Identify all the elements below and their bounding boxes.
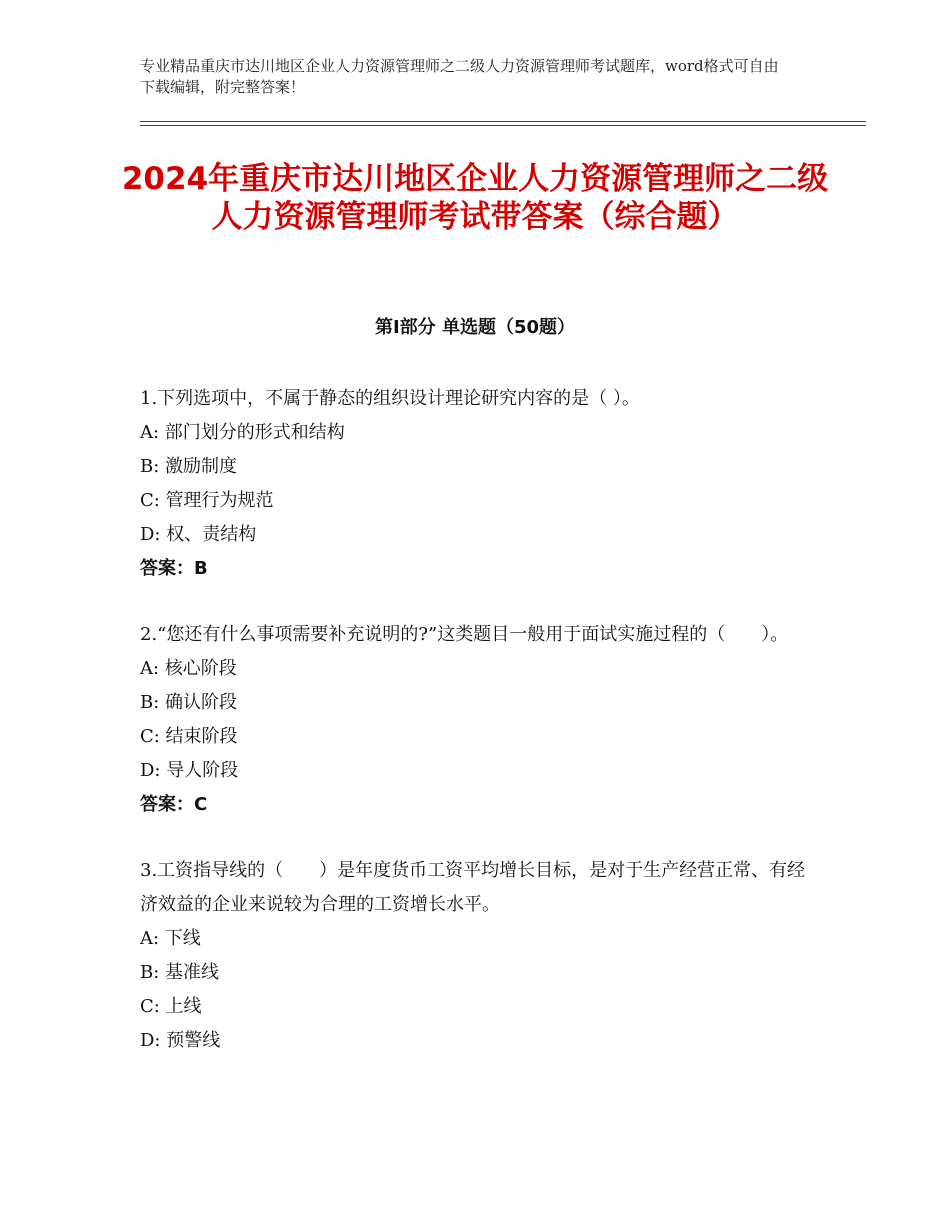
option-a: A: 核心阶段 xyxy=(140,658,237,679)
answer-line: 答案：C xyxy=(140,794,208,815)
option-b: B: 确认阶段 xyxy=(140,692,238,713)
option-c: C: 结束阶段 xyxy=(140,726,238,747)
option-b: B: 基准线 xyxy=(140,962,220,983)
question-text: 2.“您还有什么事项需要补充说明的?”这类题目一般用于面试实施过程的（ ）。 xyxy=(140,624,789,645)
option-c: C: 管理行为规范 xyxy=(140,490,274,511)
header-divider xyxy=(140,121,866,126)
option-a: A: 下线 xyxy=(140,928,201,949)
option-d: D: 预警线 xyxy=(140,1030,221,1051)
question-item xyxy=(140,618,820,822)
question-text: 3.工资指导线的（ ）是年度货币工资平均增长目标，是对于生产经营正常、有经济效益的企业来说较为合理的工资增长水平。 xyxy=(140,860,806,915)
option-b: B: 激励制度 xyxy=(140,456,238,477)
option-d: D: 权、责结构 xyxy=(140,524,257,545)
question-item xyxy=(140,854,820,1058)
question-item xyxy=(140,382,820,586)
option-a: A: 部门划分的形式和结构 xyxy=(140,422,345,443)
answer-line: 答案：B xyxy=(140,558,208,579)
question-list xyxy=(140,382,820,1090)
section-title: 第Ⅰ部分 单选题（50题） xyxy=(374,317,575,338)
document-title: 2024年重庆市达川地区企业人力资源管理师之二级人力资源管理师考试带答案（综合题） xyxy=(121,161,829,235)
question-text: 1.下列选项中，不属于静态的组织设计理论研究内容的是（ ）。 xyxy=(140,388,640,409)
option-c: C: 上线 xyxy=(140,996,202,1017)
header-note: 专业精品重庆市达川地区企业人力资源管理师之二级人力资源管理师考试题库，word格式可自由下载编辑，附完整答案！ xyxy=(140,57,779,96)
option-d: D: 导人阶段 xyxy=(140,760,239,781)
